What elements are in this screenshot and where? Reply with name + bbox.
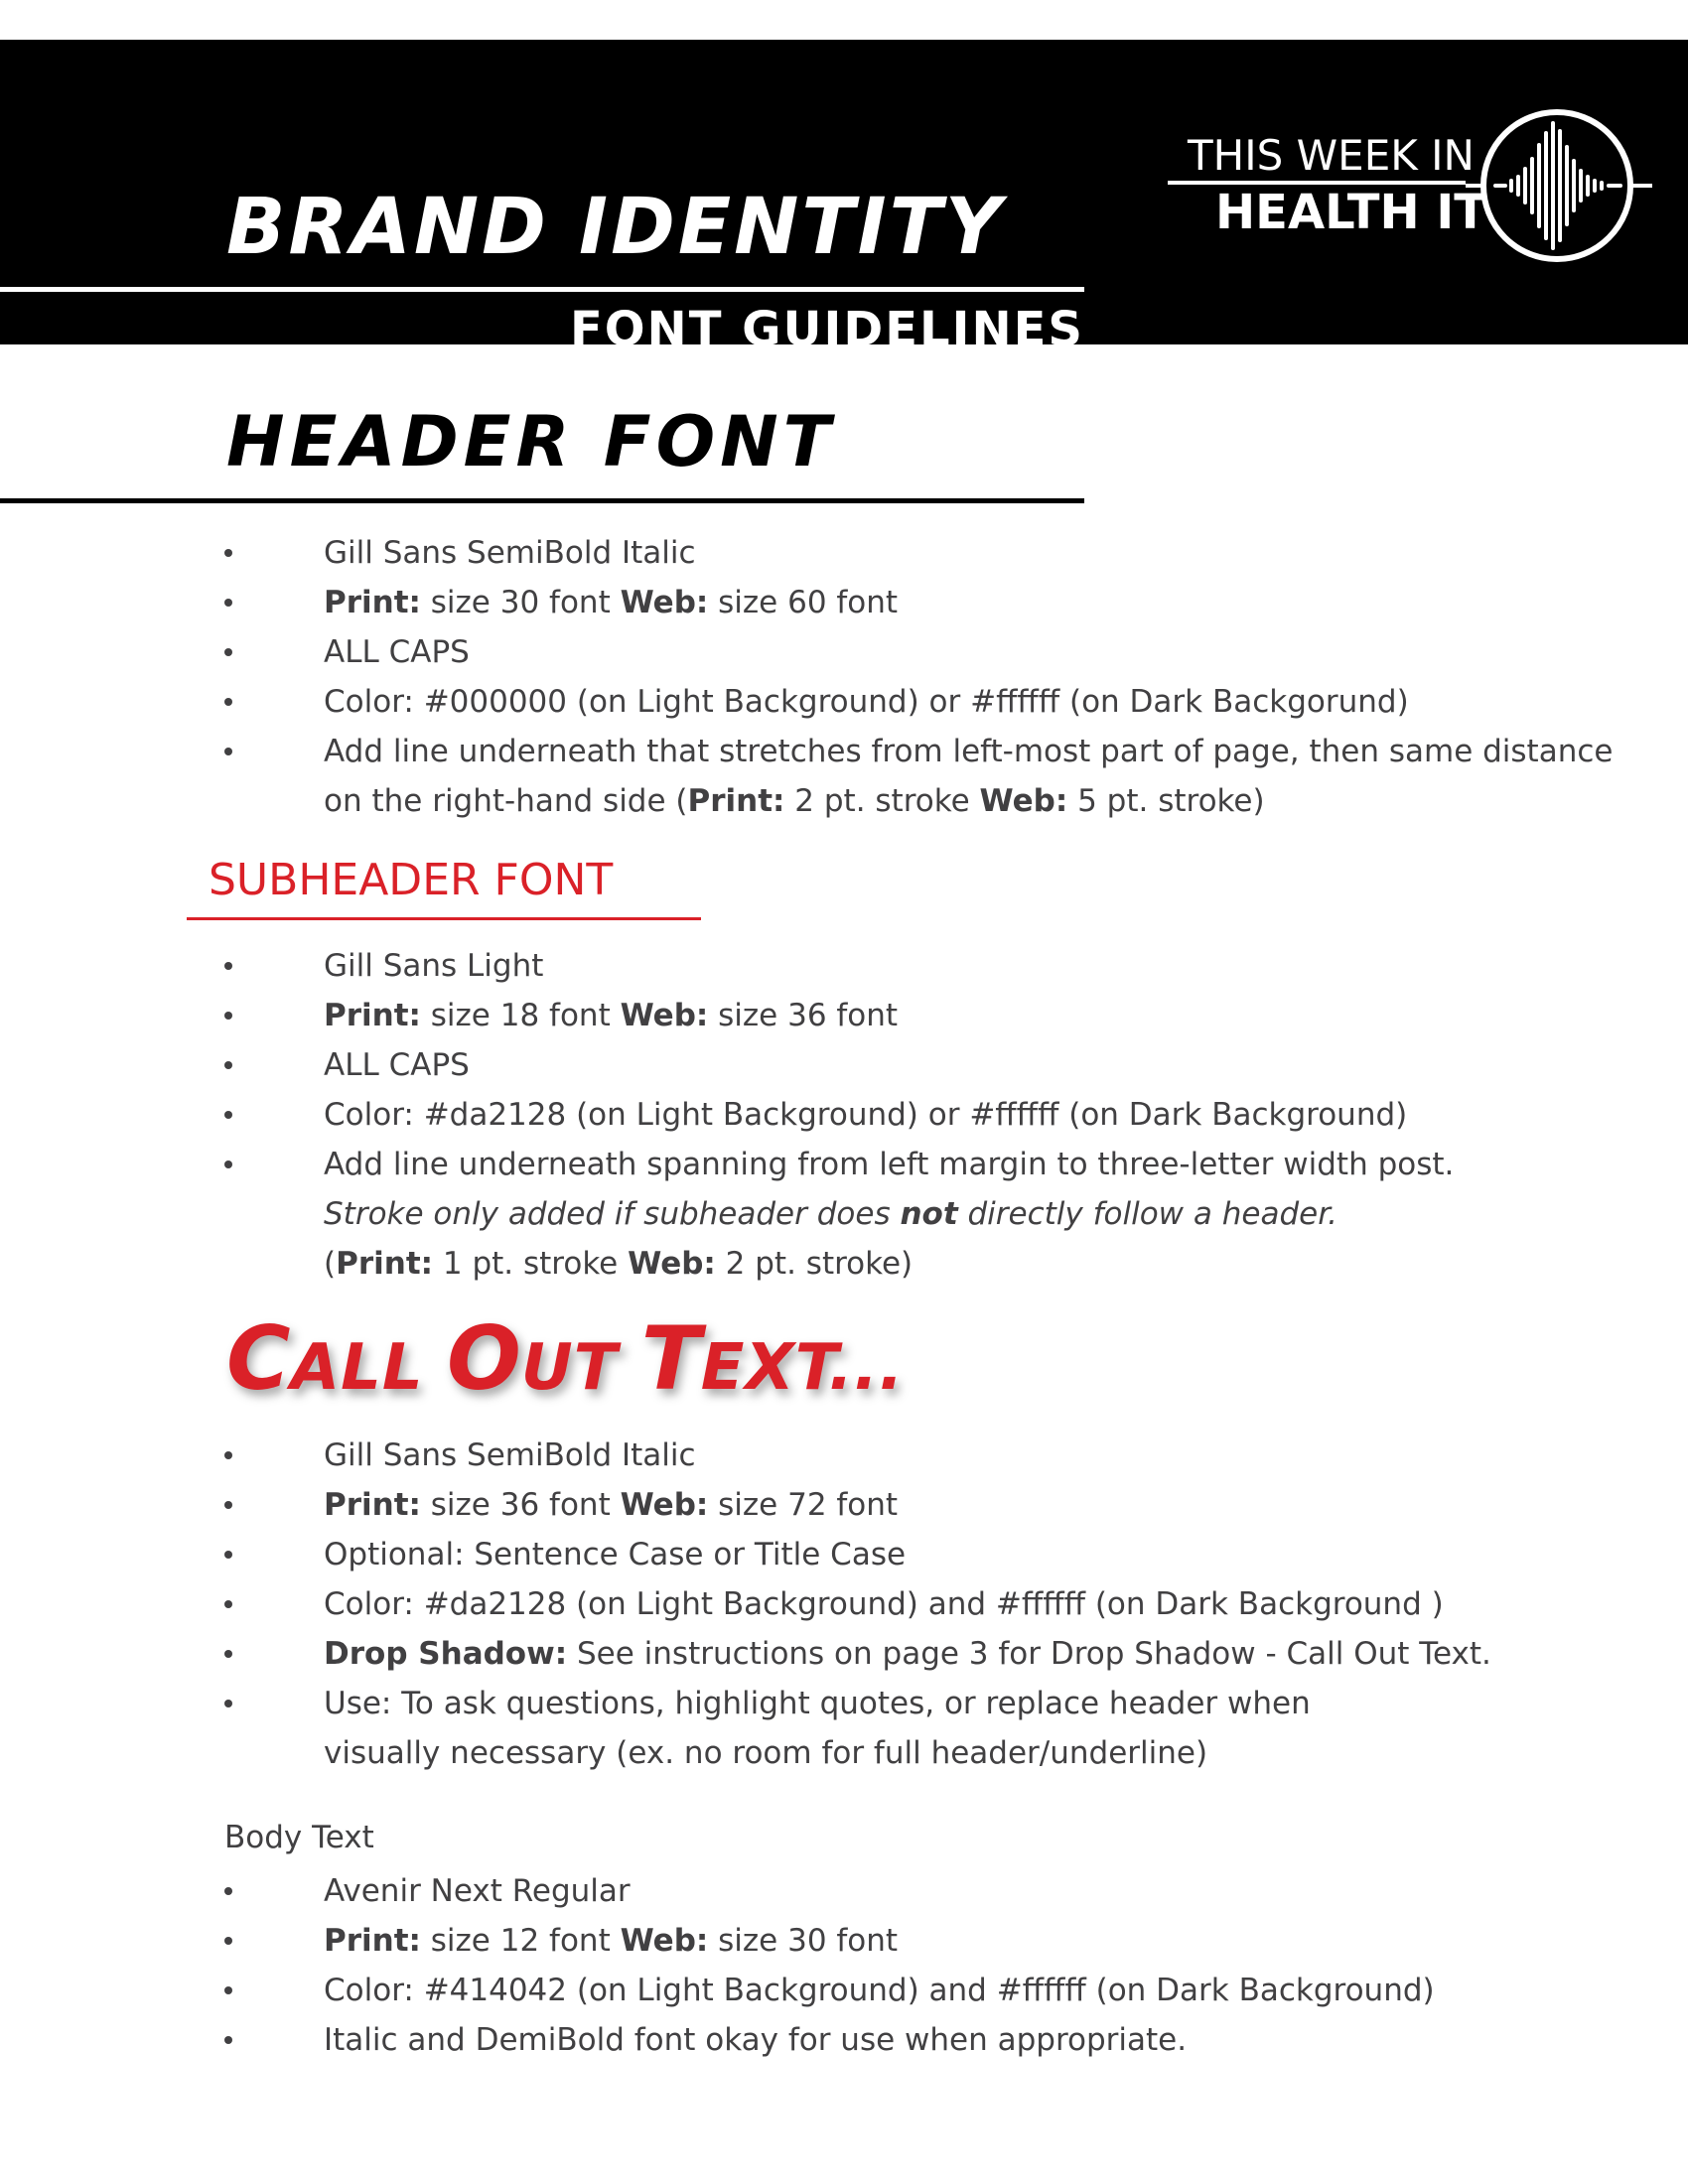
list-item bbox=[0, 1579, 1688, 1629]
bullet-icon bbox=[224, 962, 232, 970]
list-item-text bbox=[324, 1916, 1615, 1966]
web-value: 2 pt. stroke) bbox=[715, 1246, 914, 1282]
list-item bbox=[0, 1530, 1688, 1579]
soundwave-circle-icon bbox=[1466, 101, 1654, 270]
list-item-text bbox=[324, 1480, 1615, 1530]
web-label: Web: bbox=[979, 783, 1068, 819]
list-item-text: Color: #414042 (on Light Background) and #ffffff (on Dark Background) bbox=[324, 1973, 1435, 2008]
subheader-underline bbox=[187, 917, 701, 920]
body-text-label: Body Text bbox=[224, 1820, 374, 1855]
list-item-line bbox=[324, 1239, 1615, 1289]
bullet-icon bbox=[224, 1986, 232, 1994]
list-item-line: Add line underneath spanning from left margin to three-letter width post. bbox=[324, 1147, 1455, 1182]
list-item-text: Optional: Sentence Case or Title Case bbox=[324, 1537, 907, 1572]
callout-spec-list bbox=[0, 1431, 1688, 1778]
list-item-text: Gill Sans SemiBold Italic bbox=[324, 1437, 696, 1473]
web-label: Web: bbox=[620, 1923, 709, 1959]
list-item bbox=[0, 1916, 1688, 1966]
bullet-icon bbox=[224, 599, 232, 607]
bullet-icon bbox=[224, 748, 232, 755]
text-segment: directly follow a header. bbox=[957, 1196, 1337, 1232]
list-item-line bbox=[324, 776, 1615, 826]
text-segment: See instructions on page 3 for Drop Shadow - Call Out Text. bbox=[567, 1636, 1491, 1672]
bullet-icon bbox=[224, 1501, 232, 1509]
list-item-text bbox=[324, 727, 1615, 826]
web-label: Web: bbox=[620, 998, 709, 1033]
bullet-icon bbox=[224, 1451, 232, 1459]
list-item-text bbox=[324, 578, 1615, 627]
print-label: Print: bbox=[336, 1246, 434, 1282]
header-underline bbox=[0, 498, 1084, 503]
list-item-text: Gill Sans Light bbox=[324, 948, 544, 984]
heading-segment: ALL bbox=[290, 1331, 447, 1405]
text-segment: ( bbox=[324, 1246, 337, 1282]
list-item-line: Use: To ask questions, highlight quotes, or replace header when bbox=[324, 1686, 1311, 1721]
web-label: Web: bbox=[620, 1487, 709, 1523]
heading-segment: O bbox=[446, 1307, 521, 1410]
list-item-text: Gill Sans SemiBold Italic bbox=[324, 535, 696, 571]
heading-segment: UT bbox=[520, 1331, 641, 1405]
bullet-icon bbox=[224, 1551, 232, 1559]
bullet-icon bbox=[224, 1650, 232, 1658]
list-item bbox=[0, 727, 1688, 826]
list-item bbox=[0, 528, 1688, 578]
header-spec-list bbox=[0, 528, 1688, 826]
list-item-text bbox=[324, 1140, 1615, 1289]
list-item-line: visually necessary (ex. no room for full header/underline) bbox=[324, 1735, 1208, 1771]
list-item bbox=[0, 1040, 1688, 1090]
drop-shadow-label: Drop Shadow: bbox=[324, 1636, 568, 1672]
list-item-text: Color: #da2128 (on Light Background) or #ffffff (on Dark Background) bbox=[324, 1097, 1408, 1133]
web-label: Web: bbox=[628, 1246, 716, 1282]
web-label: Web: bbox=[620, 585, 709, 620]
list-item bbox=[0, 1629, 1688, 1679]
list-item bbox=[0, 991, 1688, 1040]
bullet-icon bbox=[224, 549, 232, 557]
bullet-icon bbox=[224, 1111, 232, 1119]
heading-segment: C bbox=[226, 1307, 291, 1410]
print-label: Print: bbox=[324, 1487, 421, 1523]
bullet-icon bbox=[224, 1061, 232, 1069]
heading-segment: T bbox=[640, 1307, 701, 1410]
this-week-in-health-it-logo bbox=[1168, 101, 1654, 270]
list-item-text: Avenir Next Regular bbox=[324, 1873, 631, 1909]
logo-text-line1: THIS WEEK IN bbox=[1188, 131, 1475, 180]
print-value: size 18 font bbox=[420, 998, 621, 1033]
web-value: size 60 font bbox=[708, 585, 899, 620]
list-item-text: Color: #000000 (on Light Background) or #ffffff (on Dark Backgorund) bbox=[324, 684, 1409, 720]
print-value: 1 pt. stroke bbox=[433, 1246, 629, 1282]
web-value: size 30 font bbox=[708, 1923, 899, 1959]
bullet-icon bbox=[224, 698, 232, 706]
list-item bbox=[0, 1431, 1688, 1480]
list-item bbox=[0, 1140, 1688, 1289]
list-item bbox=[0, 2015, 1688, 2065]
banner-title: BRAND IDENTITY bbox=[226, 183, 1005, 272]
list-item-text: Color: #da2128 (on Light Background) and #ffffff (on Dark Background ) bbox=[324, 1586, 1444, 1622]
body-spec-list bbox=[0, 1866, 1688, 2065]
text-segment: on the right-hand side ( bbox=[324, 783, 688, 819]
emphasis-text: not bbox=[900, 1196, 958, 1232]
list-item bbox=[0, 941, 1688, 991]
banner-subtitle: FONT GUIDELINES bbox=[569, 302, 1084, 357]
list-item-text: ALL CAPS bbox=[324, 1047, 470, 1083]
heading-segment: EXT... bbox=[700, 1331, 905, 1405]
list-item bbox=[0, 1679, 1688, 1778]
list-item bbox=[0, 1966, 1688, 2015]
print-value: size 30 font bbox=[420, 585, 621, 620]
web-value: 5 pt. stroke) bbox=[1067, 783, 1265, 819]
list-item-text: ALL CAPS bbox=[324, 634, 470, 670]
print-label: Print: bbox=[324, 585, 421, 620]
bullet-icon bbox=[224, 1600, 232, 1608]
list-item-text bbox=[324, 1629, 1615, 1679]
banner-rule bbox=[0, 287, 1084, 292]
logo-text-line2: HEALTH IT bbox=[1215, 185, 1486, 240]
list-item-line: Add line underneath that stretches from left-most part of page, then same distance bbox=[324, 734, 1614, 769]
web-value: size 72 font bbox=[708, 1487, 899, 1523]
list-item bbox=[0, 1866, 1688, 1916]
list-item bbox=[0, 1090, 1688, 1140]
list-item bbox=[0, 627, 1688, 677]
print-label: Print: bbox=[324, 998, 421, 1033]
callout-text-heading bbox=[226, 1307, 905, 1410]
print-value: size 12 font bbox=[420, 1923, 621, 1959]
header-font-heading: HEADER FONT bbox=[226, 401, 836, 482]
print-value: size 36 font bbox=[420, 1487, 621, 1523]
bullet-icon bbox=[224, 1937, 232, 1945]
bullet-icon bbox=[224, 1160, 232, 1168]
bullet-icon bbox=[224, 1700, 232, 1707]
text-segment: Stroke only added if subheader does bbox=[324, 1196, 901, 1232]
list-item-text bbox=[324, 991, 1615, 1040]
list-item bbox=[0, 677, 1688, 727]
print-value: 2 pt. stroke bbox=[784, 783, 980, 819]
web-value: size 36 font bbox=[708, 998, 899, 1033]
list-item-line bbox=[324, 1189, 1615, 1239]
bullet-icon bbox=[224, 2036, 232, 2044]
bullet-icon bbox=[224, 1012, 232, 1020]
list-item bbox=[0, 578, 1688, 627]
bullet-icon bbox=[224, 648, 232, 656]
list-item-text: Italic and DemiBold font okay for use when appropriate. bbox=[324, 2022, 1188, 2058]
brand-banner bbox=[0, 40, 1688, 357]
subheader-spec-list bbox=[0, 941, 1688, 1289]
print-label: Print: bbox=[687, 783, 785, 819]
print-label: Print: bbox=[324, 1923, 421, 1959]
subheader-font-heading: SUBHEADER FONT bbox=[209, 855, 614, 905]
bullet-icon bbox=[224, 1887, 232, 1895]
list-item-text bbox=[324, 1679, 1615, 1778]
list-item bbox=[0, 1480, 1688, 1530]
